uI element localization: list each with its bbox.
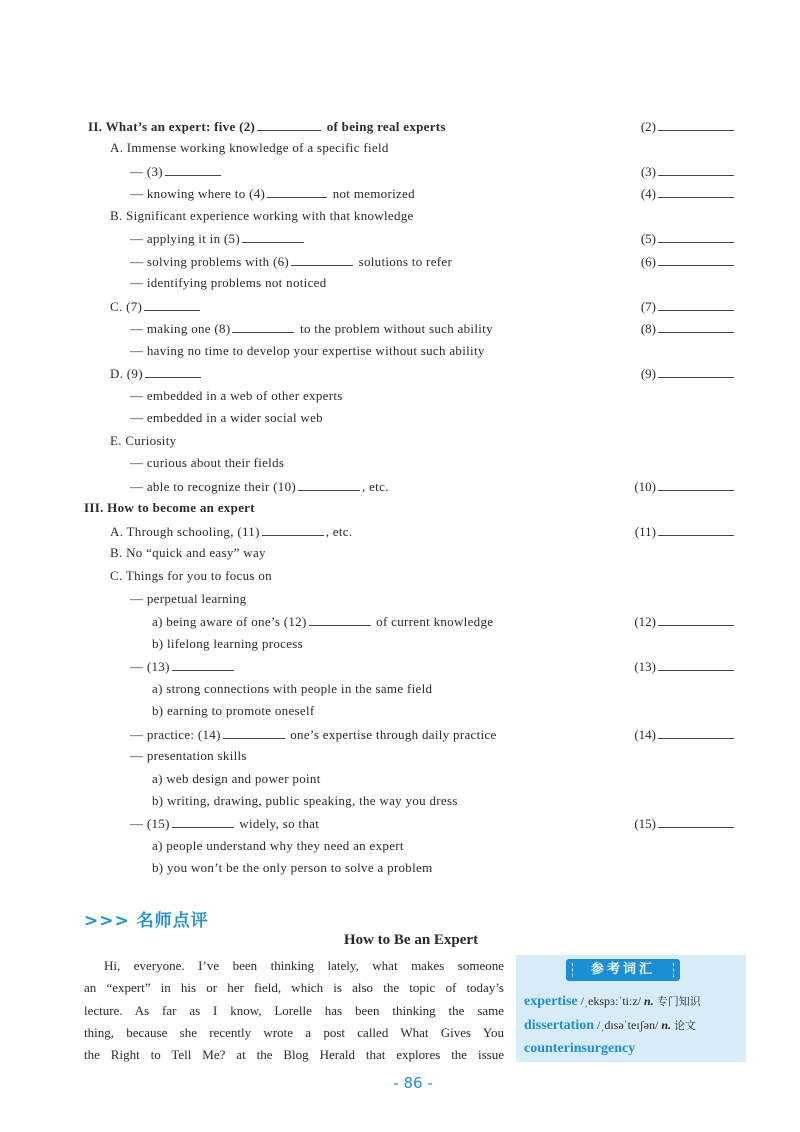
outline-text: — perpetual learning: [130, 591, 247, 606]
answer-number: (11): [634, 524, 656, 539]
outline-text: C. (7): [110, 299, 143, 314]
outline-line: [152, 703, 314, 719]
outline-line: [152, 793, 458, 809]
answer-number: (9): [640, 366, 656, 381]
outline-text: — solving problems with (6): [130, 254, 290, 269]
answer-blank[interactable]: [658, 478, 734, 491]
section-heading: >>> 名师点评: [84, 911, 209, 931]
outline-text: B. No “quick and easy” way: [110, 545, 266, 560]
outline-line: [110, 208, 414, 224]
answer-slot[interactable]: [634, 726, 736, 743]
answer-number: (4): [640, 186, 656, 201]
outline-text: — practice: (14): [130, 727, 221, 742]
outline-line: [130, 230, 306, 247]
outline-text: — having no time to develop your expertise without such ability: [130, 343, 485, 358]
outline-text: D. (9): [110, 366, 143, 381]
answer-number: (8): [640, 321, 656, 336]
outline-text: C. Things for you to focus on: [110, 568, 272, 583]
vocab-meaning: 论文: [674, 1019, 696, 1032]
outline-text: — (3): [130, 164, 163, 179]
outline-line: [130, 275, 327, 291]
outline-line: [88, 118, 446, 135]
outline-text: — (13): [130, 659, 170, 674]
article-paragraph: [84, 955, 504, 1066]
outline-line: [130, 748, 247, 764]
outline-line: [110, 433, 176, 449]
fill-in-blank[interactable]: [172, 658, 234, 671]
fill-in-blank[interactable]: [257, 118, 321, 131]
vocab-meaning: 专门知识: [656, 995, 701, 1008]
answer-slot[interactable]: [641, 253, 736, 270]
outline-text: A. Through schooling, (11): [110, 524, 260, 539]
answer-slot[interactable]: [634, 478, 736, 495]
answer-number: (6): [640, 254, 656, 269]
paragraph-line: lecture. As far as I know, Lorelle has been thinking the same: [84, 1002, 504, 1018]
vocab-entry: [524, 1041, 635, 1057]
outline-text: — knowing where to (4): [130, 186, 266, 201]
outline-text: B. Significant experience working with that knowledge: [110, 208, 414, 223]
answer-blank[interactable]: [658, 815, 734, 828]
outline-text: , etc.: [325, 524, 353, 539]
answer-number: (12): [634, 614, 656, 629]
outline-text: II. What’s an expert: five (2): [88, 119, 256, 134]
vocab-word: counterinsurgency: [524, 1041, 636, 1056]
outline-line: [110, 365, 203, 382]
answer-slot[interactable]: [635, 523, 736, 540]
outline-line: [110, 140, 389, 156]
fill-in-blank[interactable]: [267, 185, 327, 198]
outline-text: — embedded in a web of other experts: [130, 388, 343, 403]
outline-line: [130, 410, 323, 426]
answer-blank[interactable]: [658, 118, 734, 131]
answer-slot[interactable]: [641, 230, 736, 247]
answer-slot[interactable]: [641, 185, 736, 202]
outline-line: [130, 815, 319, 832]
fill-in-blank[interactable]: [172, 815, 234, 828]
outline-line: [130, 455, 284, 471]
vocab-word: dissertation: [524, 1018, 594, 1033]
outline-text: a) being aware of one’s (12): [152, 614, 307, 629]
outline-text: to the problem without such ability: [296, 321, 493, 336]
outline-text: E. Curiosity: [110, 433, 177, 448]
outline-line: [84, 500, 255, 516]
fill-in-blank[interactable]: [309, 613, 371, 626]
outline-text: b) earning to promote oneself: [152, 703, 315, 718]
page-number: - 86 -: [393, 1074, 433, 1092]
outline-line: [152, 771, 321, 787]
article-title: How to Be an Expert: [343, 932, 479, 948]
outline-line: [130, 658, 236, 675]
answer-blank[interactable]: [658, 298, 734, 311]
outline-line: [110, 298, 202, 315]
paragraph-line: an “expert” in his or her field, which is also the topic of today’s: [84, 980, 504, 996]
vocab-entry: [524, 1017, 696, 1034]
fill-in-blank[interactable]: [298, 478, 360, 491]
paragraph-line: the Right to Tell Me? at the Blog Herald that explores the issue: [84, 1047, 504, 1063]
answer-slot[interactable]: [634, 815, 736, 832]
outline-text: solutions to refer: [355, 254, 453, 269]
answer-number: (3): [640, 164, 656, 179]
vocab-word: expertise: [524, 994, 578, 1009]
answer-slot[interactable]: [641, 298, 736, 315]
outline-line: [152, 860, 433, 876]
outline-text: b) writing, drawing, public speaking, the way you dress: [152, 793, 458, 808]
outline-text: — presentation skills: [130, 748, 247, 763]
answer-blank[interactable]: [658, 365, 734, 378]
answer-slot[interactable]: [641, 365, 736, 382]
fill-in-blank[interactable]: [144, 298, 200, 311]
fill-in-blank[interactable]: [145, 365, 201, 378]
answer-number: (5): [640, 231, 656, 246]
answer-number: (10): [634, 479, 656, 494]
outline-text: — identifying problems not noticed: [130, 275, 327, 290]
outline-line: [130, 163, 223, 180]
answer-slot[interactable]: [634, 613, 736, 630]
outline-line: [130, 185, 415, 202]
outline-text: III. How to become an expert: [84, 500, 255, 515]
vocab-pos: n.: [644, 994, 654, 1008]
answer-number: (15): [634, 816, 656, 831]
answer-blank[interactable]: [658, 658, 734, 671]
fill-in-blank[interactable]: [242, 230, 304, 243]
fill-in-blank[interactable]: [223, 726, 285, 739]
outline-text: — embedded in a wider social web: [130, 410, 323, 425]
fill-in-blank[interactable]: [232, 320, 294, 333]
answer-slot[interactable]: [634, 658, 736, 675]
answer-number: (14): [634, 727, 656, 742]
fill-in-blank[interactable]: [291, 253, 353, 266]
outline-text: a) people understand why they need an expert: [152, 838, 404, 853]
outline-line: [130, 343, 485, 359]
outline-line: [152, 681, 432, 697]
answer-blank[interactable]: [658, 253, 734, 266]
outline-text: of being real experts: [323, 119, 446, 134]
answer-slot[interactable]: [641, 320, 736, 337]
vocab-entry: [524, 993, 701, 1010]
fill-in-blank[interactable]: [165, 163, 221, 176]
outline-text: of current knowledge: [372, 614, 494, 629]
outline-text: A. Immense working knowledge of a specific field: [110, 140, 389, 155]
vocabulary-box: [516, 955, 746, 1062]
outline-text: — (15): [130, 816, 170, 831]
paragraph-line: thing, because she recently wrote a post called What Gives You: [84, 1024, 504, 1040]
answer-slot[interactable]: [641, 118, 736, 135]
answer-blank[interactable]: [658, 320, 734, 333]
outline-line: [130, 320, 493, 337]
outline-text: — curious about their fields: [130, 455, 285, 470]
answer-blank[interactable]: [658, 523, 734, 536]
outline-line: [110, 523, 352, 540]
answer-blank[interactable]: [658, 613, 734, 626]
answer-blank[interactable]: [658, 185, 734, 198]
fill-in-blank[interactable]: [262, 523, 324, 536]
outline-line: [110, 545, 266, 561]
outline-line: [130, 591, 246, 607]
answer-slot[interactable]: [641, 163, 736, 180]
outline-text: — making one (8): [130, 321, 231, 336]
outline-line: [130, 478, 389, 495]
outline-text: , etc.: [362, 479, 389, 494]
outline-line: [152, 838, 404, 854]
outline-text: a) web design and power point: [152, 771, 321, 786]
outline-text: — able to recognize their (10): [130, 479, 297, 494]
vocabulary-tag: 参考词汇: [566, 959, 680, 981]
outline-line: [130, 726, 497, 743]
outline-text: widely, so that: [235, 816, 320, 831]
outline-line: [152, 613, 493, 630]
answer-blank[interactable]: [658, 163, 734, 176]
outline-line: [152, 636, 303, 652]
answer-number: (13): [634, 659, 656, 674]
outline-text: b) lifelong learning process: [152, 636, 303, 651]
outline-text: not memorized: [329, 186, 415, 201]
outline-text: a) strong connections with people in the same field: [152, 681, 433, 696]
outline-line: [110, 568, 272, 584]
outline-line: [130, 388, 343, 404]
vocab-phonetic: /ˌekspɜːˈtiːz/: [580, 994, 642, 1008]
outline-text: one’s expertise through daily practice: [286, 727, 497, 742]
paragraph-line: Hi, everyone. I’ve been thinking lately, what makes someone: [104, 958, 504, 973]
answer-number: (2): [640, 119, 656, 134]
answer-blank[interactable]: [658, 726, 734, 739]
answer-blank[interactable]: [658, 230, 734, 243]
vocab-phonetic: /ˌdɪsəˈteɪʃən/: [597, 1018, 659, 1032]
outline-text: b) you won’t be the only person to solve a problem: [152, 860, 433, 875]
answer-number: (7): [640, 299, 656, 314]
vocab-pos: n.: [661, 1018, 671, 1032]
outline-line: [130, 253, 452, 270]
outline-text: — applying it in (5): [130, 231, 240, 246]
